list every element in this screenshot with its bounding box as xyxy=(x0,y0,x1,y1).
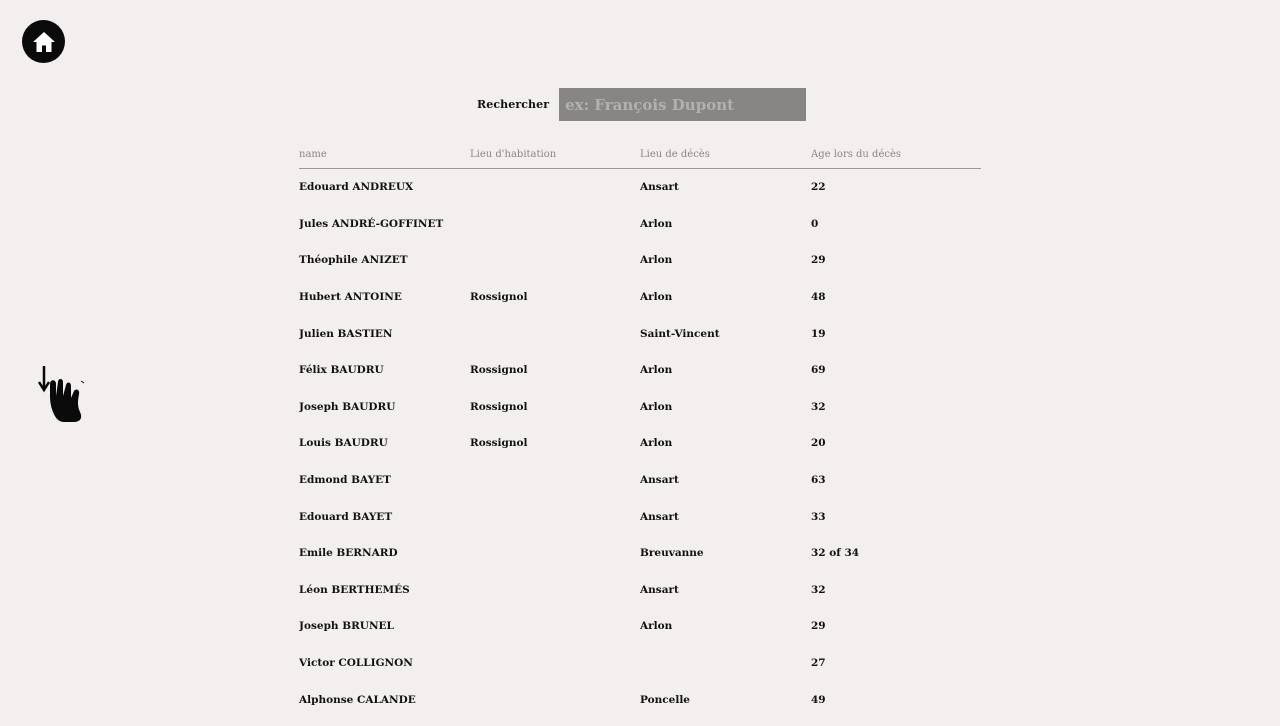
cell-name: Victor COLLIGNON xyxy=(299,657,413,670)
cell-name: Joseph BAUDRU xyxy=(299,400,396,413)
cell-age: 0 xyxy=(811,217,819,230)
cell-death-place: Arlon xyxy=(640,217,673,230)
cell-name: Julien BASTIEN xyxy=(299,327,393,340)
cell-residence xyxy=(470,645,640,682)
table-row[interactable] xyxy=(299,389,981,426)
cell-age: 49 xyxy=(811,693,826,706)
scroll-hand-icon xyxy=(36,362,90,426)
cell-name: Edmond BAYET xyxy=(299,474,391,487)
home-button[interactable] xyxy=(22,20,65,63)
deaths-table xyxy=(299,140,981,718)
cell-age: 27 xyxy=(811,657,826,670)
column-header-name[interactable]: name xyxy=(299,140,470,169)
cell-age: 20 xyxy=(811,437,826,450)
cell-residence xyxy=(470,572,640,609)
cell-residence xyxy=(470,681,640,718)
table-row[interactable] xyxy=(299,572,981,609)
table-row[interactable] xyxy=(299,645,981,682)
cell-age: 63 xyxy=(811,474,826,487)
cell-residence xyxy=(470,498,640,535)
cell-residence xyxy=(470,242,640,279)
cell-death-place: Arlon xyxy=(640,364,673,377)
cell-residence: Rossignol xyxy=(470,291,528,304)
cell-name: Jules ANDRÉ-GOFFINET xyxy=(299,217,444,230)
cell-age: 29 xyxy=(811,620,826,633)
cell-name: Joseph BRUNEL xyxy=(299,620,394,633)
table-row[interactable] xyxy=(299,279,981,316)
cell-residence xyxy=(470,535,640,572)
table-row[interactable] xyxy=(299,425,981,462)
cell-death-place xyxy=(640,645,811,682)
cell-residence: Rossignol xyxy=(470,364,528,377)
cell-name: Alphonse CALANDE xyxy=(299,693,416,706)
cell-death-place: Arlon xyxy=(640,437,673,450)
cell-residence xyxy=(470,169,640,206)
table-row[interactable] xyxy=(299,535,981,572)
table-row[interactable] xyxy=(299,315,981,352)
cell-age: 69 xyxy=(811,364,826,377)
search-label: Rechercher xyxy=(477,98,550,111)
cell-name: Edouard ANDREUX xyxy=(299,181,414,194)
cell-death-place: Arlon xyxy=(640,291,673,304)
cell-death-place: Saint-Vincent xyxy=(640,327,720,340)
cell-residence xyxy=(470,608,640,645)
cell-age: 32 of 34 xyxy=(811,547,860,560)
cell-death-place: Ansart xyxy=(640,474,679,487)
cell-death-place: Breuvanne xyxy=(640,547,704,560)
cell-death-place: Ansart xyxy=(640,510,679,523)
cell-age: 32 xyxy=(811,400,826,413)
table-row[interactable] xyxy=(299,681,981,718)
cell-residence: Rossignol xyxy=(470,400,528,413)
table-row[interactable] xyxy=(299,242,981,279)
table-row[interactable] xyxy=(299,498,981,535)
cell-name: Hubert ANTOINE xyxy=(299,291,402,304)
cell-death-place: Arlon xyxy=(640,400,673,413)
cell-age: 19 xyxy=(811,327,826,340)
cell-death-place: Arlon xyxy=(640,254,673,267)
cell-name: Edouard BAYET xyxy=(299,510,393,523)
cell-death-place: Ansart xyxy=(640,583,679,596)
column-header-residence[interactable]: Lieu d'habitation xyxy=(470,140,640,169)
cell-age: 33 xyxy=(811,510,826,523)
cell-name: Léon BERTHEMÉS xyxy=(299,583,410,596)
column-header-death-place[interactable]: Lieu de décès xyxy=(640,140,811,169)
table-row[interactable] xyxy=(299,206,981,243)
table-header-row xyxy=(299,140,981,169)
cell-age: 29 xyxy=(811,254,826,267)
cell-death-place: Ansart xyxy=(640,181,679,194)
cell-age: 22 xyxy=(811,181,826,194)
table-row[interactable] xyxy=(299,608,981,645)
cell-name: Louis BAUDRU xyxy=(299,437,388,450)
cell-residence: Rossignol xyxy=(470,437,528,450)
cell-residence xyxy=(470,315,640,352)
table-row[interactable] xyxy=(299,352,981,389)
cell-death-place: Arlon xyxy=(640,620,673,633)
search-input[interactable] xyxy=(559,88,806,121)
cell-death-place: Poncelle xyxy=(640,693,690,706)
cell-residence xyxy=(470,462,640,499)
cell-name: Félix BAUDRU xyxy=(299,364,384,377)
table-row[interactable] xyxy=(299,169,981,206)
table-row[interactable] xyxy=(299,462,981,499)
home-icon xyxy=(32,31,56,53)
cell-age: 48 xyxy=(811,291,826,304)
cell-name: Emile BERNARD xyxy=(299,547,398,560)
cell-residence xyxy=(470,206,640,243)
cell-name: Théophile ANIZET xyxy=(299,254,408,267)
cell-age: 32 xyxy=(811,583,826,596)
search-bar xyxy=(477,88,806,121)
column-header-age[interactable]: Age lors du décès xyxy=(811,140,981,169)
